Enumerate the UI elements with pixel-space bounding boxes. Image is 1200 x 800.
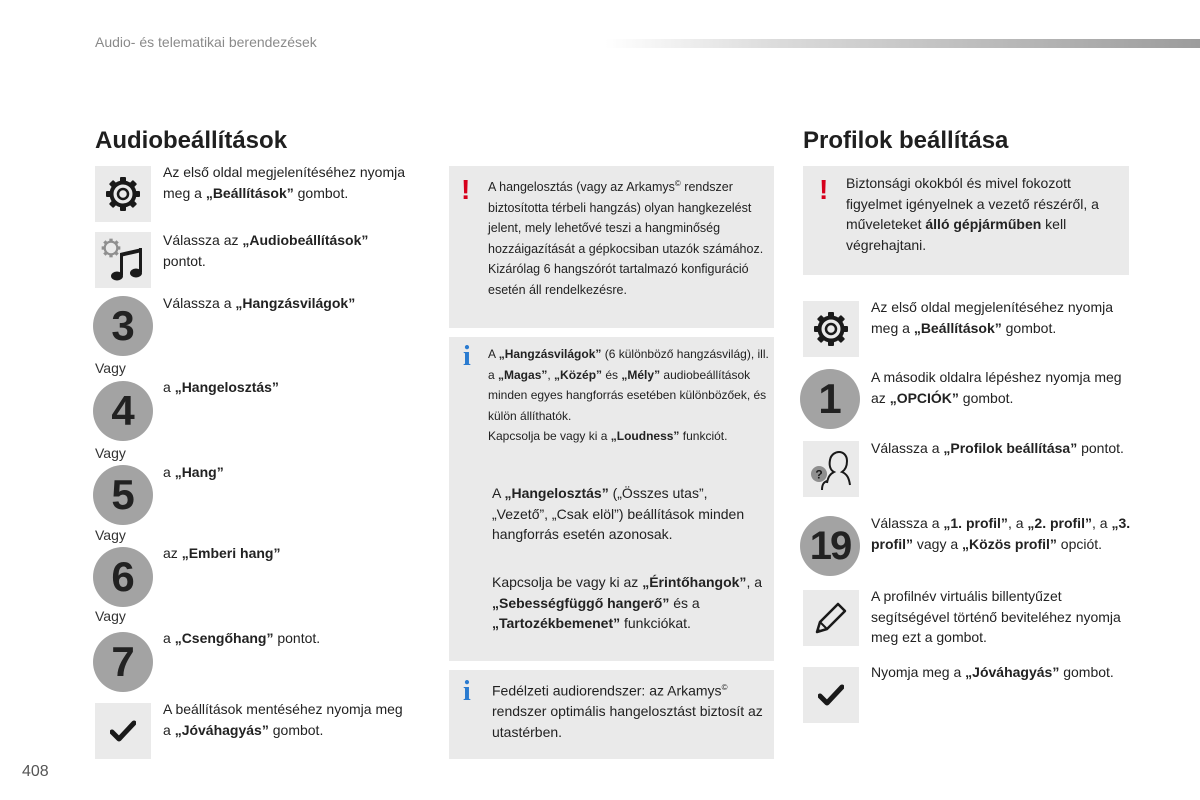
step-number-6: 6 <box>93 547 153 607</box>
settings-button[interactable] <box>803 301 859 357</box>
step-sound-distribution: a „Hangelosztás” <box>163 379 279 395</box>
step-number-3: 3 <box>93 296 153 356</box>
or-label: Vagy <box>95 608 126 624</box>
section-header: Audio- és telematikai berendezések <box>95 34 317 50</box>
step-audio-settings: Válassza az „Audiobeállítások” pontot. <box>163 232 369 269</box>
step-number-7: 7 <box>93 632 153 692</box>
step-open-settings: Az első oldal megjelenítéséhez nyomja meg a „Beállítások” gombot. <box>163 164 406 201</box>
step-ringtone: a „Csengőhang” pontot. <box>163 630 321 646</box>
pencil-icon <box>811 598 851 638</box>
step-select-profile: Válassza a „1. profil”, a „2. profil”, a „3. profil” vagy a „Közös profil” opciót. <box>871 515 1131 552</box>
profile-settings-button[interactable] <box>803 441 859 497</box>
step-options: A második oldalra lépéshez nyomja meg az „OPCIÓK” gombot. <box>871 369 1122 406</box>
info-note-arkamys <box>449 670 774 759</box>
step-profile-settings: Válassza a „Profilok beállítása” pontot. <box>871 440 1124 456</box>
step-edit-name: A profilnév virtuális billentyűzet segítségével történő beviteléhez nyomja meg ezt a gombot. <box>871 588 1121 645</box>
audio-settings-icon <box>98 235 148 285</box>
profile-settings-title: Profilok beállítása <box>803 127 1009 154</box>
checkmark-icon <box>110 720 136 742</box>
warning-note-safety <box>803 166 1129 275</box>
step-sound-ambience: Válassza a „Hangzásvilágok” <box>163 295 356 311</box>
edit-name-button[interactable] <box>803 590 859 646</box>
or-label: Vagy <box>95 445 126 461</box>
exclamation-icon: ! <box>819 174 829 205</box>
note-text-ambience: A „Hangzásvilágok” (6 különböző hangzásvilág), ill. a „Magas”, „Közép” és „Mély” audiobeállítások minden egyes hangforrás esetében különbözőek, és külön állíthatók. Kapcsolja be vagy ki a „Loudness” funkciót. <box>488 347 769 443</box>
note-text-distribution: A „Hangelosztás” („Összes utas”, „Vezető”, „Csak elöl”) beállítások minden hangforrás esetén azonosak. <box>492 485 745 542</box>
step-sound: a „Hang” <box>163 464 224 480</box>
info-icon: i <box>463 676 471 707</box>
page-number: 408 <box>22 763 49 780</box>
confirm-button[interactable] <box>803 667 859 723</box>
step-open-settings: Az első oldal megjelenítéséhez nyomja meg a „Beállítások” gombot. <box>871 299 1114 336</box>
note-text: Biztonsági okokból és mivel fokozott figyelmet igényelnek a vezető részéről, a műveleteket álló gépjárműben kell végrehajtani. <box>846 175 1099 253</box>
exclamation-icon: ! <box>461 174 471 205</box>
audio-settings-title: Audiobeállítások <box>95 127 288 154</box>
gear-icon <box>103 174 143 214</box>
checkmark-icon <box>818 684 844 706</box>
or-label: Vagy <box>95 527 126 543</box>
profile-icon <box>805 443 857 495</box>
step-confirm: A beállítások mentéséhez nyomja meg a „Jóváhagyás” gombot. <box>163 701 403 738</box>
settings-button[interactable] <box>95 166 151 222</box>
step-number-1: 1 <box>800 369 860 429</box>
step-number-5: 5 <box>93 465 153 525</box>
note-text-touch-sounds: Kapcsolja be vagy ki az „Érintőhangok”, a „Sebességfüggő hangerő” és a „Tartozékbemenet” funkciókat. <box>492 574 763 631</box>
svg-text:?: ? <box>815 467 823 482</box>
step-number-4: 4 <box>93 381 153 441</box>
info-icon: i <box>463 341 471 372</box>
note-text: Fedélzeti audiorendszer: az Arkamys© rendszer optimális hangelosztást biztosít az utastérben. <box>492 682 763 740</box>
header-bar <box>605 39 1200 48</box>
step-number-19: 19 <box>800 516 860 576</box>
step-human-voice: az „Emberi hang” <box>163 545 281 561</box>
info-note-audio-settings <box>449 337 774 661</box>
step-confirm: Nyomja meg a „Jóváhagyás” gombot. <box>871 664 1114 680</box>
gear-icon <box>811 309 851 349</box>
audio-settings-button[interactable] <box>95 232 151 288</box>
warning-note-sound-distribution <box>449 166 774 328</box>
note-text: A hangelosztás (vagy az Arkamys© rendszer biztosította térbeli hangzás) olyan hangkezelést jelent, mely lehetővé teszi a hangminőség hozzáigazítását a gépkocsiban utazók számához. Kizárólag 6 hangszórót tartalmazó konfiguráció esetén áll rendelkezésre. <box>488 179 764 297</box>
confirm-button[interactable] <box>95 703 151 759</box>
or-label: Vagy <box>95 360 126 376</box>
